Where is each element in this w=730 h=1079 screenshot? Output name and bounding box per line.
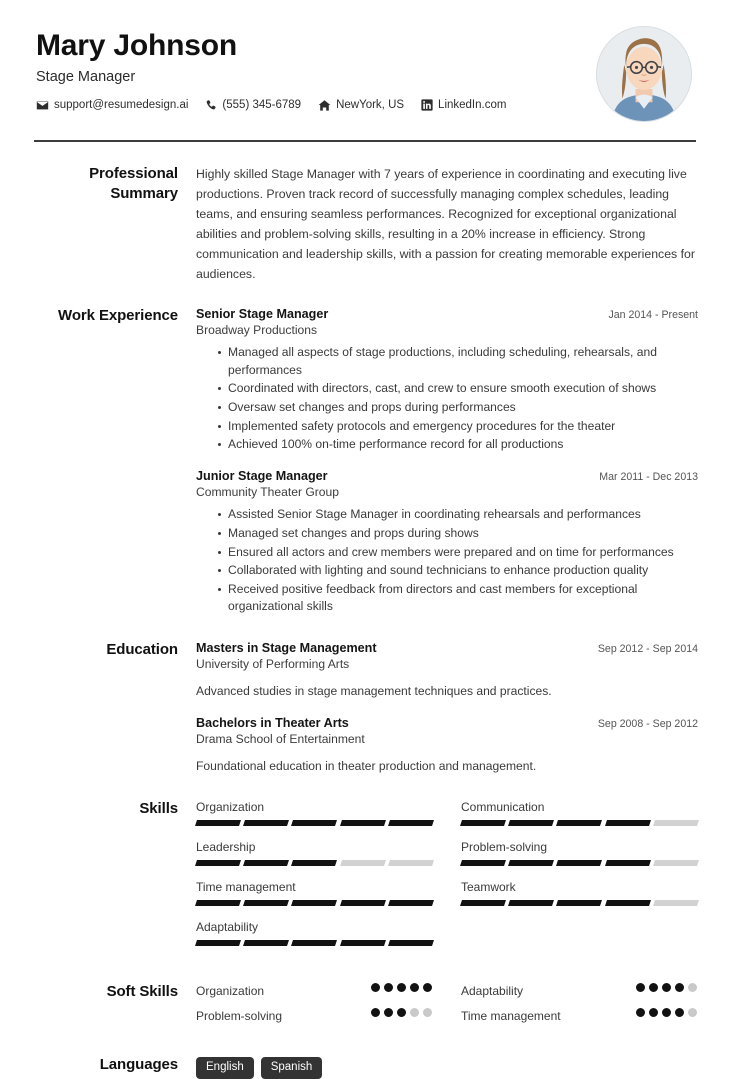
work-entry-head: [196, 469, 698, 483]
skill-bar-segment: [556, 900, 602, 906]
skill-level-bar: [461, 900, 698, 906]
skill-level-bar: [461, 820, 698, 826]
skill-item: [196, 880, 433, 906]
contact-linkedin-text: LinkedIn.com: [438, 99, 507, 111]
rating-dot: [384, 1008, 393, 1017]
skill-bar-segment: [291, 820, 337, 826]
skill-bar-segment: [508, 860, 554, 866]
rating-dot: [688, 983, 697, 992]
list-item: Assisted Senior Stage Manager in coordinating rehearsals and performances: [218, 506, 698, 523]
rating-dot: [423, 983, 432, 992]
skill-bar-segment: [653, 820, 699, 826]
rating-dot: [675, 1008, 684, 1017]
work-entry-title: Senior Stage Manager: [196, 307, 329, 322]
skill-name: Teamwork: [461, 879, 516, 894]
phone-icon: [205, 99, 217, 112]
soft-skill-rating: [636, 1008, 698, 1017]
soft-skill-rating: [371, 1008, 433, 1017]
skill-name: Communication: [461, 799, 545, 814]
skill-level-bar: [196, 940, 433, 946]
languages-row: [196, 1056, 698, 1079]
home-icon: [318, 99, 331, 112]
skill-bar-segment: [460, 900, 506, 906]
skill-bar-segment: [460, 820, 506, 826]
section-title-soft-skills: Soft Skills: [106, 982, 178, 1000]
work-entry-bullets: [196, 344, 698, 453]
contact-email-text: support@resumedesign.ai: [54, 99, 189, 111]
rating-dot: [397, 983, 406, 992]
skill-bar-segment: [460, 860, 506, 866]
rating-dot: [636, 983, 645, 992]
education-entry: [196, 716, 698, 775]
education-entry: [196, 641, 698, 700]
work-entry-date: Mar 2011 - Dec 2013: [599, 471, 698, 484]
rating-dot: [649, 1008, 658, 1017]
rating-dot: [371, 1008, 380, 1017]
skill-bar-segment: [340, 900, 386, 906]
avatar: [596, 26, 692, 122]
skill-level-bar: [196, 900, 433, 906]
contact-email[interactable]: [36, 99, 188, 112]
skill-name: Time management: [196, 879, 296, 894]
rating-dot: [397, 1008, 406, 1017]
contact-row: [36, 99, 506, 112]
skill-name: Adaptability: [196, 919, 259, 934]
skill-bar-segment: [243, 940, 289, 946]
section-title-languages: Languages: [99, 1055, 178, 1073]
soft-skill-item: [461, 1008, 698, 1023]
skill-bar-segment: [195, 940, 241, 946]
education-entry-date: Sep 2012 - Sep 2014: [597, 642, 698, 655]
education-entry-title: Bachelors in Theater Arts: [196, 715, 349, 730]
skill-item: [196, 920, 433, 946]
language-chip: Spanish: [261, 1057, 323, 1079]
soft-skill-rating: [371, 983, 433, 992]
skill-name: Organization: [196, 799, 265, 814]
skill-level-bar: [196, 860, 433, 866]
skills-grid: [196, 800, 698, 960]
skill-bar-segment: [195, 820, 241, 826]
section-work-experience: [32, 306, 698, 617]
list-item: Managed all aspects of stage productions, including scheduling, rehearsals, and performances: [218, 344, 698, 378]
list-item: Ensured all actors and crew members were prepared and on time for performances: [218, 544, 698, 561]
envelope-icon: [36, 99, 49, 112]
education-entry-head: [196, 641, 698, 655]
education-body: [196, 640, 698, 777]
work-body: [196, 306, 698, 617]
soft-skill-rating: [636, 983, 698, 992]
work-entry-date: Jan 2014 - Present: [608, 309, 698, 322]
skill-bar-segment: [340, 820, 386, 826]
work-entry: [196, 469, 698, 615]
rating-dot: [649, 983, 658, 992]
skill-name: Leadership: [196, 839, 256, 854]
resume-header: [32, 26, 698, 122]
rating-dot: [384, 983, 393, 992]
education-entry-head: [196, 716, 698, 730]
rating-dot: [662, 983, 671, 992]
section-title-summary: Professional Summary: [89, 165, 178, 202]
skill-level-bar: [461, 860, 698, 866]
language-chip: English: [196, 1057, 254, 1079]
skill-bar-segment: [388, 860, 434, 866]
page-title: Mary Johnson: [36, 29, 237, 62]
rating-dot: [371, 983, 380, 992]
skill-bar-segment: [243, 860, 289, 866]
skill-bar-segment: [195, 900, 241, 906]
header-divider: [34, 140, 696, 142]
list-item: Received positive feedback from directors and cast members for exceptional organizational skills: [218, 581, 698, 615]
work-entry-bullets: [196, 506, 698, 615]
skill-level-bar: [196, 820, 433, 826]
rating-dot: [688, 1008, 697, 1017]
summary-body: [196, 164, 698, 284]
skill-bar-segment: [653, 900, 699, 906]
skill-bar-segment: [243, 900, 289, 906]
rating-dot: [662, 1008, 671, 1017]
languages-body: [196, 1055, 698, 1079]
education-entry-organization: University of Performing Arts: [196, 656, 350, 671]
section-title-work: Work Experience: [58, 307, 178, 325]
soft-skills-body: [196, 982, 698, 1033]
avatar-illustration: [597, 27, 691, 121]
skill-bar-segment: [556, 820, 602, 826]
skill-item: [461, 840, 698, 866]
skill-bar-segment: [340, 860, 386, 866]
linkedin-icon: [421, 99, 433, 111]
work-entry-organization: Broadway Productions: [196, 323, 318, 338]
section-soft-skills: [32, 982, 698, 1033]
soft-skills-grid: [196, 983, 698, 1033]
section-languages: [32, 1055, 698, 1079]
list-item: Oversaw set changes and props during performances: [218, 399, 698, 416]
section-education: [32, 640, 698, 777]
skill-bar-segment: [388, 900, 434, 906]
skill-bar-segment: [653, 860, 699, 866]
work-entry-head: [196, 307, 698, 321]
list-item: Achieved 100% on-time performance record for all productions: [218, 436, 698, 453]
skills-body: [196, 799, 698, 960]
education-entry-organization: Drama School of Entertainment: [196, 731, 365, 746]
skill-bar-segment: [605, 860, 651, 866]
rating-dot: [636, 1008, 645, 1017]
skill-item: [196, 800, 433, 826]
soft-skill-name: Adaptability: [461, 983, 524, 998]
contact-phone-text: (555) 345-6789: [222, 99, 302, 111]
education-entry-description: Advanced studies in stage management techniques and practices.: [196, 683, 552, 698]
skill-name: Problem-solving: [461, 839, 548, 854]
soft-skill-name: Time management: [461, 1008, 561, 1023]
work-entry-organization: Community Theater Group: [196, 485, 339, 500]
skill-item: [461, 800, 698, 826]
skill-bar-segment: [243, 820, 289, 826]
education-entry-description: Foundational education in theater production and management.: [196, 758, 537, 773]
skill-bar-segment: [291, 940, 337, 946]
work-entry-title: Junior Stage Manager: [196, 469, 328, 484]
rating-dot: [410, 983, 419, 992]
soft-skill-name: Problem-solving: [196, 1008, 283, 1023]
list-item: Collaborated with lighting and sound technicians to enhance production quality: [218, 562, 698, 579]
list-item: Managed set changes and props during shows: [218, 525, 698, 542]
contact-linkedin[interactable]: [421, 99, 506, 111]
header-text-block: [36, 26, 506, 112]
skill-bar-segment: [556, 860, 602, 866]
skill-item: [461, 880, 698, 906]
section-title-skills: Skills: [139, 799, 178, 817]
contact-location-text: NewYork, US: [336, 99, 405, 111]
list-item: Implemented safety protocols and emergency procedures for the theater: [218, 418, 698, 435]
rating-dot: [423, 1008, 432, 1017]
contact-phone[interactable]: [205, 99, 301, 112]
section-skills: [32, 799, 698, 960]
contact-location[interactable]: [318, 99, 404, 112]
skill-item: [196, 840, 433, 866]
work-entry: [196, 307, 698, 453]
skill-bar-segment: [291, 860, 337, 866]
skill-bar-segment: [195, 860, 241, 866]
rating-dot: [410, 1008, 419, 1017]
soft-skill-item: [196, 1008, 433, 1023]
summary-text: Highly skilled Stage Manager with 7 years of experience in coordinating and executing live productions. Proven track record of successfully managing complex schedules, leading teams, and ensuring seamless performances. Recognized for exceptional organizational abilities and problem-solving skills, resulting in a 20% increase in efficiency. Strong communication and leadership skills, with a passion for creating memorable experiences for audiences.: [196, 167, 695, 281]
list-item: Coordinated with directors, cast, and crew to ensure smooth execution of shows: [218, 380, 698, 397]
soft-skill-item: [461, 983, 698, 998]
job-title: Stage Manager: [36, 68, 136, 85]
skill-bar-segment: [340, 940, 386, 946]
education-entry-title: Masters in Stage Management: [196, 640, 377, 655]
section-title-education: Education: [106, 640, 178, 658]
skill-bar-segment: [508, 900, 554, 906]
section-professional-summary: [32, 164, 698, 284]
skill-bar-segment: [291, 900, 337, 906]
rating-dot: [675, 983, 684, 992]
skill-bar-segment: [605, 900, 651, 906]
skill-bar-segment: [388, 940, 434, 946]
soft-skill-item: [196, 983, 433, 998]
soft-skill-name: Organization: [196, 983, 265, 998]
skill-bar-segment: [388, 820, 434, 826]
skill-bar-segment: [508, 820, 554, 826]
education-entry-date: Sep 2008 - Sep 2012: [597, 717, 698, 730]
skill-bar-segment: [605, 820, 651, 826]
